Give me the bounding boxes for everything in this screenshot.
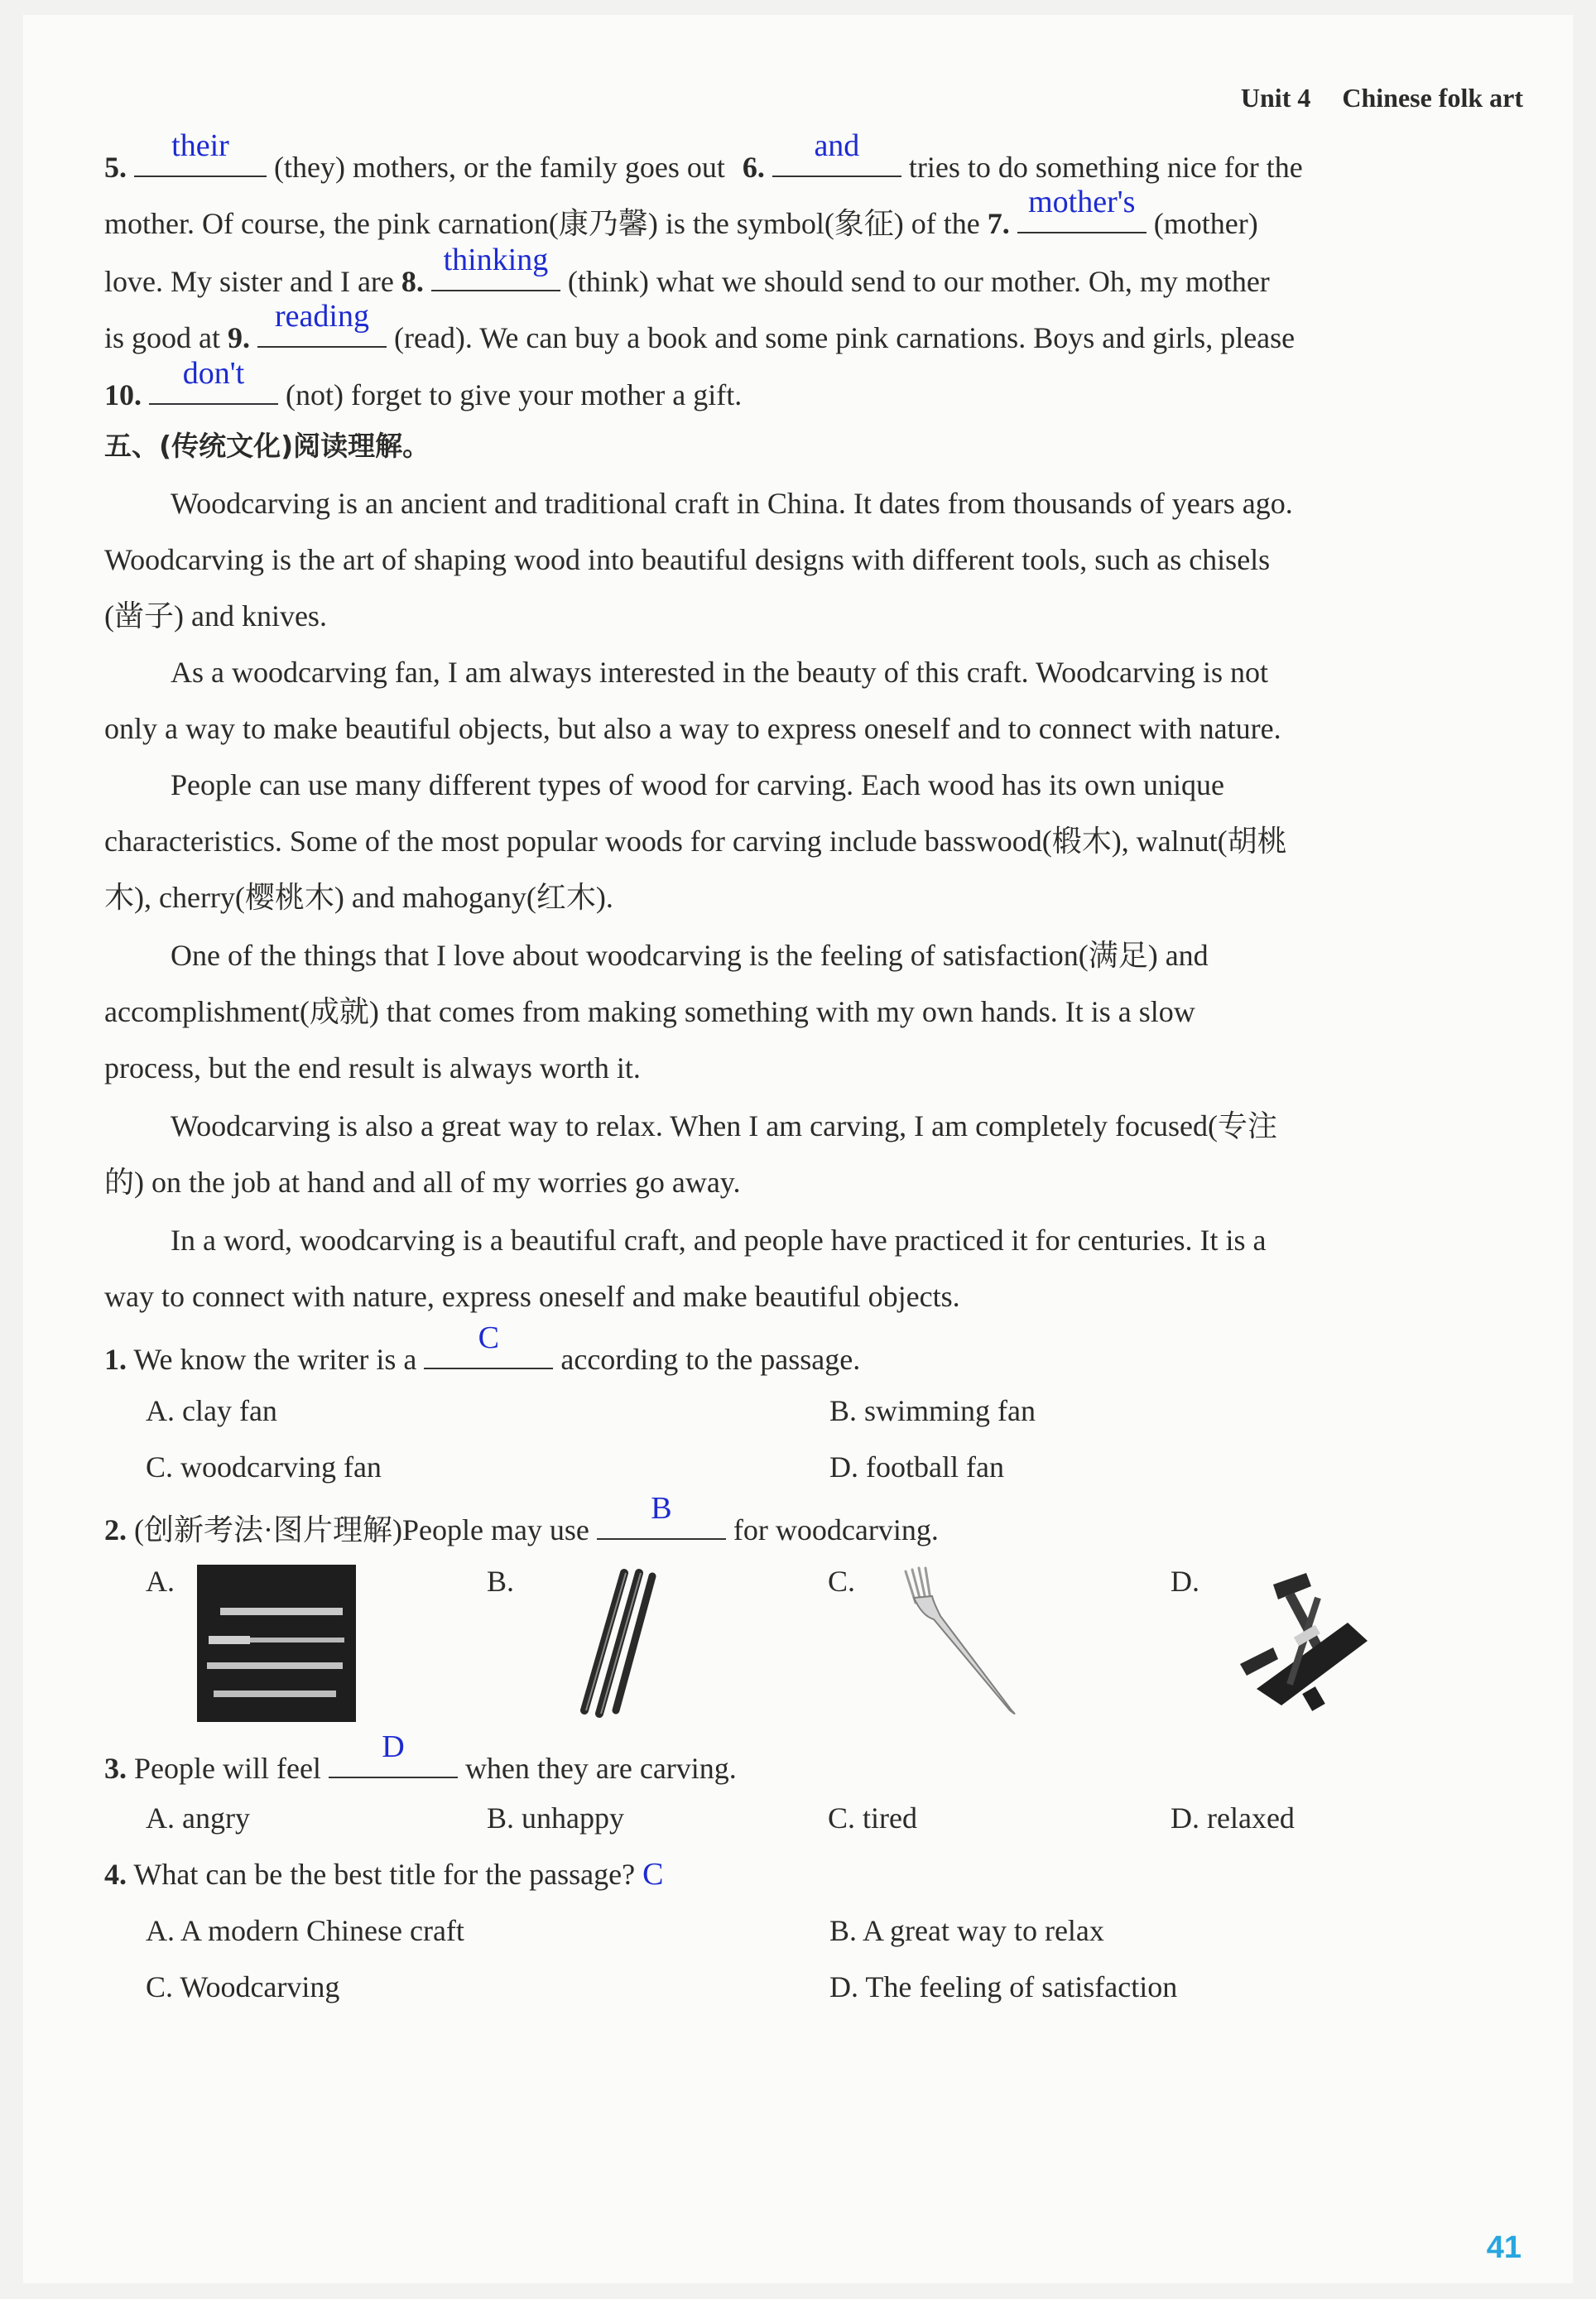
passage-line: process, but the end result is always worth it. <box>104 1051 641 1085</box>
unit-title: Chinese folk art <box>1342 83 1523 113</box>
option-d[interactable]: D. The feeling of satisfaction <box>829 1970 1178 2003</box>
question-text: when they are carving. <box>464 1752 737 1785</box>
cloze-text: (not) forget to give your mother a gift. <box>286 378 743 411</box>
question-4 <box>104 1853 1523 1896</box>
option-c[interactable]: C. Woodcarving <box>146 1970 340 2003</box>
cloze-text: tries to do something nice for the <box>908 151 1303 184</box>
answer-blank[interactable] <box>772 128 901 177</box>
blank-number: 9. <box>228 321 250 354</box>
passage-line: Woodcarving is an ancient and traditional craft in China. It dates from thousands of years ago. <box>171 487 1293 520</box>
answer-blank[interactable] <box>329 1729 458 1778</box>
handwritten-answer: their <box>171 128 229 163</box>
option-c[interactable]: C. tired <box>828 1801 917 1835</box>
question-1 <box>104 1320 1523 1381</box>
question-text: What can be the best title for the passage? <box>133 1858 636 1891</box>
cloze-text: (mother) <box>1153 207 1258 240</box>
handwritten-answer: and <box>814 128 860 163</box>
wooden-tools-image[interactable] <box>560 1565 667 1722</box>
page-number: 41 <box>1486 2230 1521 2265</box>
passage-line: Woodcarving is also a great way to relax. When I am carving, I am completely focused(专注 <box>171 1109 1277 1142</box>
fork-image[interactable] <box>894 1565 1026 1722</box>
option-a[interactable]: A. <box>146 1565 175 1598</box>
passage-line: Woodcarving is the art of shaping wood into beautiful designs with different tools, such as chisels <box>104 543 1271 576</box>
cloze-text: mother. Of course, the pink carnation(康乃馨) is the symbol(象征) of the <box>104 207 980 240</box>
option-b[interactable]: B. swimming fan <box>829 1394 1036 1427</box>
blank-number: 6. <box>742 151 765 184</box>
option-a[interactable]: A. A modern Chinese craft <box>146 1914 464 1947</box>
question-number: 1. <box>104 1343 127 1376</box>
passage-line: 木), cherry(樱桃木) and mahogany(红木). <box>104 881 613 914</box>
unit-label: Unit 4 <box>1240 83 1311 113</box>
question-text: We know the writer is a <box>133 1343 417 1376</box>
cloze-text: love. My sister and I are <box>104 265 394 298</box>
passage-line: way to connect with nature, express oneself and make beautiful objects. <box>104 1280 960 1313</box>
question-2 <box>104 1491 1523 1551</box>
cloze-text: (they) mothers, or the family goes out <box>274 151 725 184</box>
cloze-line-5 <box>104 356 1523 416</box>
answer-blank[interactable] <box>1017 185 1147 233</box>
option-d[interactable]: D. relaxed <box>1171 1801 1295 1835</box>
passage-line: only a way to make beautiful objects, but also a way to express oneself and to connect with nature. <box>104 712 1281 745</box>
cloze-text: (read). We can buy a book and some pink carnations. Boys and girls, please <box>394 321 1296 354</box>
answer-blank[interactable] <box>424 1320 553 1369</box>
handwritten-answer: B <box>651 1491 672 1526</box>
blank-number: 5. <box>104 151 127 184</box>
option-b[interactable]: B. <box>487 1565 515 1598</box>
option-b[interactable]: B. unhappy <box>487 1801 624 1835</box>
question-text: for woodcarving. <box>733 1513 939 1546</box>
option-d[interactable]: D. football fan <box>829 1450 1004 1484</box>
passage-line: 的) on the job at hand and all of my worries go away. <box>104 1166 741 1199</box>
question-text: People will feel <box>134 1752 321 1785</box>
passage-line: accomplishment(成就) that comes from making something with my own hands. It is a slow <box>104 995 1195 1028</box>
answer-blank[interactable] <box>597 1491 726 1540</box>
cloze-line-1 <box>104 128 1523 189</box>
handwritten-answer: reading <box>275 299 369 334</box>
blank-number: 10. <box>104 378 142 411</box>
question-number: 4. <box>104 1858 127 1891</box>
section-title: 五、(传统文化)阅读理解。 <box>104 430 430 462</box>
question-number: 2. <box>104 1513 127 1546</box>
page-header <box>1241 83 1523 113</box>
cloze-line-2 <box>104 185 1523 245</box>
blank-number: 7. <box>987 207 1010 240</box>
handwritten-answer: thinking <box>443 243 549 277</box>
cloze-text: (think) what we should send to our mother. Oh, my mother <box>567 265 1270 298</box>
answer-blank[interactable] <box>431 243 560 291</box>
option-c[interactable]: C. <box>828 1565 856 1598</box>
handwritten-answer: C <box>478 1320 500 1355</box>
option-d[interactable]: D. <box>1171 1565 1199 1598</box>
handwritten-answer: C <box>642 1857 664 1892</box>
answer-blank[interactable] <box>134 128 267 177</box>
passage-line: (凿子) and knives. <box>104 599 327 632</box>
handwritten-answer: D <box>382 1729 405 1764</box>
passage-line: In a word, woodcarving is a beautiful craft, and people have practiced it for centuries. It is a <box>171 1224 1267 1257</box>
option-a[interactable]: A. angry <box>146 1801 250 1835</box>
answer-blank[interactable] <box>257 299 387 348</box>
blank-number: 8. <box>401 265 424 298</box>
question-text: (创新考法·图片理解)People may use <box>134 1513 589 1546</box>
question-3 <box>104 1729 1523 1790</box>
option-c[interactable]: C. woodcarving fan <box>146 1450 382 1484</box>
question-number: 3. <box>104 1752 127 1785</box>
question-text: according to the passage. <box>560 1343 861 1376</box>
option-a[interactable]: A. clay fan <box>146 1394 277 1427</box>
handwritten-answer: don't <box>182 356 245 391</box>
passage-line: One of the things that I love about woodcarving is the feeling of satisfaction(满足) and <box>171 939 1209 972</box>
passage-line: People can use many different types of wood for carving. Each wood has its own unique <box>171 768 1225 801</box>
hammer-image[interactable] <box>1223 1565 1389 1722</box>
option-b[interactable]: B. A great way to relax <box>829 1914 1104 1947</box>
passage-line: As a woodcarving fan, I am always interested in the beauty of this craft. Woodcarving is not <box>171 656 1269 689</box>
cloze-line-4 <box>104 299 1523 359</box>
handwritten-answer: mother's <box>1028 185 1136 219</box>
passage-line: characteristics. Some of the most popular woods for carving include basswood(椴木), walnut(胡桃 <box>104 825 1287 858</box>
cloze-text: is good at <box>104 321 220 354</box>
chisels-image[interactable] <box>197 1565 356 1722</box>
answer-blank[interactable] <box>149 356 278 405</box>
